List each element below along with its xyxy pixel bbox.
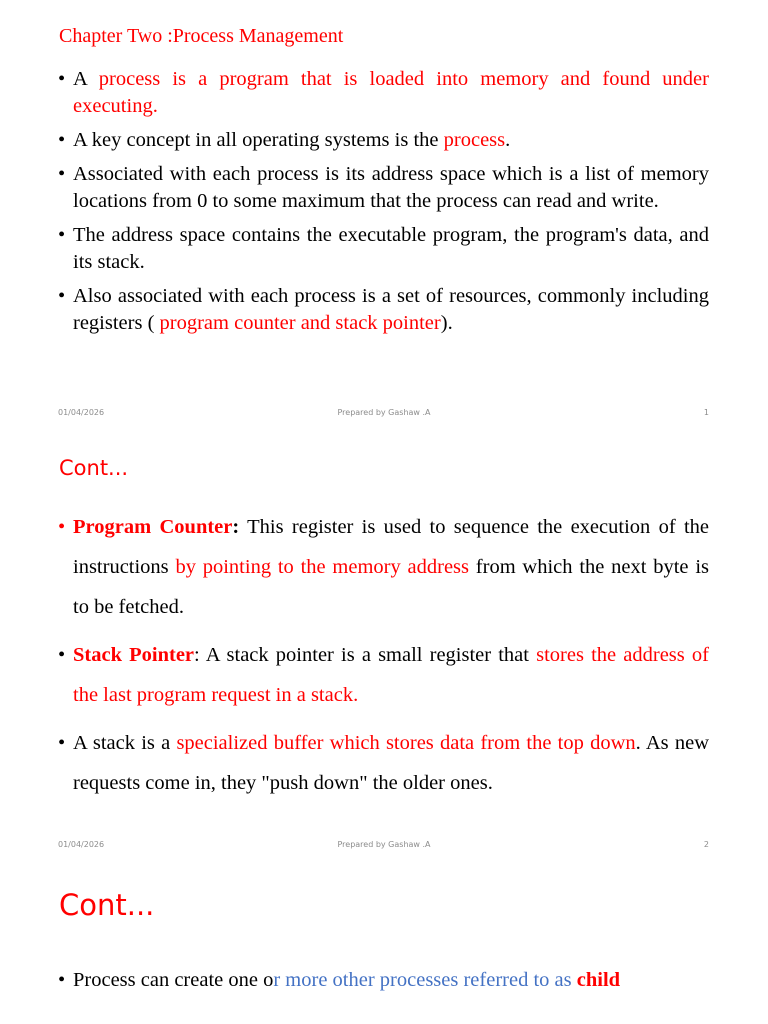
footer-date: 01/04/2026	[58, 840, 105, 849]
slide-title: Cont...	[59, 456, 129, 480]
bullet-icon: •	[58, 516, 66, 538]
bullet-item: • Program Counter: This register is used to sequence the execution of the instructions by pointing to the memory address from which the next byte is to be fetched.	[58, 507, 709, 627]
bullet-icon: •	[58, 163, 66, 185]
bullet-list	[58, 964, 709, 996]
bullet-item: • Associated with each process is its address space which is a list of memory locations from 0 to some maximum that the process can read and write.	[58, 163, 709, 212]
bullet-icon: •	[58, 644, 66, 666]
footer-date: 01/04/2026	[58, 408, 105, 417]
slide-1	[0, 0, 768, 432]
bullet-icon: •	[58, 285, 66, 307]
bullet-item: • A process is a program that is loaded into memory and found under executing.	[58, 68, 709, 117]
bullet-icon: •	[58, 732, 66, 754]
footer-author: Prepared by Gashaw .A	[337, 840, 431, 849]
slide-2	[0, 432, 768, 864]
slide-3	[0, 864, 768, 1024]
bullet-item: • A stack is a specialized buffer which stores data from the top down. As new requests come in, they "push down" the older ones.	[58, 723, 709, 803]
bullet-item: • A key concept in all operating systems is the process.	[58, 127, 709, 154]
bullet-item: • The address space contains the executable program, the program's data, and its stack.	[58, 224, 709, 273]
bullet-icon: •	[58, 129, 66, 151]
bullet-item: • Process can create one or more other processes referred to as child	[58, 964, 709, 996]
page-number: 2	[703, 840, 709, 849]
footer-author: Prepared by Gashaw .A	[337, 408, 431, 417]
bullet-icon: •	[58, 969, 66, 991]
slide-title: Chapter Two :Process Management	[59, 25, 344, 47]
bullet-item: • Stack Pointer: A stack pointer is a small register that stores the address of the last program request in a stack.	[58, 635, 709, 715]
bullet-item: • Also associated with each process is a set of resources, commonly including registers ( program counter and stack pointer).	[58, 285, 709, 334]
slide-title: Cont...	[59, 888, 155, 922]
slide-footer	[0, 840, 768, 852]
bullet-list	[58, 507, 709, 811]
bullet-icon: •	[58, 68, 66, 90]
bullet-list	[58, 66, 709, 344]
slide-footer	[0, 408, 768, 420]
page-number: 1	[703, 408, 709, 417]
bullet-icon: •	[58, 224, 66, 246]
